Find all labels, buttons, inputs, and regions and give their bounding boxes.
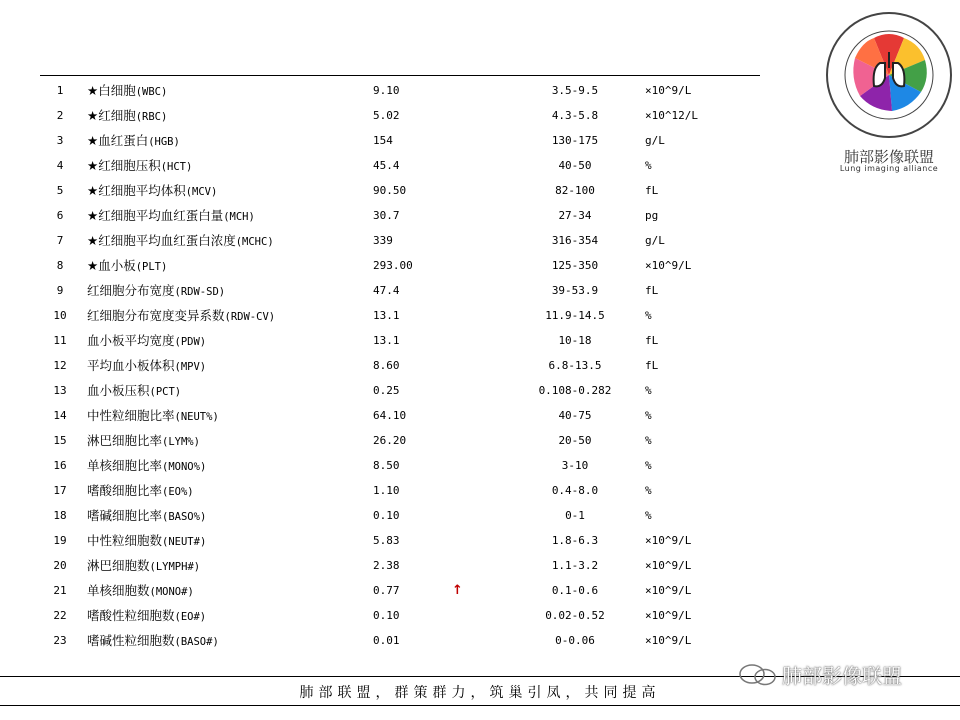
test-abbreviation: (MCV) xyxy=(185,186,218,198)
row-index: 15 xyxy=(53,434,67,447)
test-abbreviation: (RDW-SD) xyxy=(174,286,226,298)
result-value: 0.10 xyxy=(373,609,400,622)
result-value: 47.4 xyxy=(373,284,400,297)
unit: % xyxy=(645,384,652,397)
test-name-text: 血小板平均宽度 xyxy=(87,333,175,348)
test-name-text: 单核细胞比率 xyxy=(87,458,163,473)
reference-range: 3.5-9.5 xyxy=(551,84,599,97)
result-value: 2.38 xyxy=(373,559,400,572)
logo-name-cn: 肺部影像联盟 xyxy=(843,148,934,166)
unit: ×10^9/L xyxy=(645,259,692,272)
unit: ×10^12/L xyxy=(645,109,698,122)
row-index: 14 xyxy=(53,409,67,422)
test-abbreviation: (WBC) xyxy=(135,86,168,98)
reference-range: 39-53.9 xyxy=(551,284,599,297)
table-row xyxy=(40,153,760,178)
test-name xyxy=(87,203,255,230)
test-name-text: 嗜酸细胞比率 xyxy=(87,483,163,498)
unit: % xyxy=(645,509,652,522)
test-abbreviation: (PLT) xyxy=(135,261,168,273)
logo-name-en: Lung imaging alliance xyxy=(839,164,939,173)
row-index: 1 xyxy=(56,84,64,97)
reference-range: 11.9-14.5 xyxy=(545,309,605,322)
row-index: 22 xyxy=(53,609,67,622)
test-name-text: 血小板压积 xyxy=(87,383,150,398)
test-name xyxy=(87,378,181,405)
reference-range: 1.8-6.3 xyxy=(551,534,599,547)
row-index: 21 xyxy=(53,584,67,597)
unit: fL xyxy=(645,359,659,372)
unit: % xyxy=(645,409,652,422)
test-abbreviation: (NEUT%) xyxy=(174,411,219,423)
test-name xyxy=(87,128,180,155)
table-row xyxy=(40,328,760,353)
table-row xyxy=(40,628,760,653)
unit: ×10^9/L xyxy=(645,634,692,647)
test-abbreviation: (MCHC) xyxy=(235,236,274,248)
table-row xyxy=(40,503,760,528)
test-name-text: ★血红蛋白 xyxy=(87,133,149,148)
test-abbreviation: (HGB) xyxy=(148,136,180,148)
row-index: 4 xyxy=(56,159,64,172)
table-row xyxy=(40,528,760,553)
result-value: 8.50 xyxy=(373,459,400,472)
test-abbreviation: (MPV) xyxy=(174,361,207,373)
unit: ×10^9/L xyxy=(645,609,692,622)
test-abbreviation: (MONO#) xyxy=(149,586,194,598)
table-row xyxy=(40,203,760,228)
reference-range: 0-0.06 xyxy=(555,634,595,647)
reference-range: 0.1-0.6 xyxy=(551,584,599,597)
test-abbreviation: (EO%) xyxy=(162,486,194,498)
result-value: 0.01 xyxy=(373,634,400,647)
table-row xyxy=(40,228,760,253)
test-name xyxy=(87,603,206,630)
test-name-text: 中性粒细胞比率 xyxy=(87,408,175,423)
table-row xyxy=(40,453,760,478)
table-row xyxy=(40,578,760,603)
table-row xyxy=(40,603,760,628)
unit: ×10^9/L xyxy=(645,584,692,597)
reference-range: 0.4-8.0 xyxy=(551,484,599,497)
row-index: 10 xyxy=(53,309,67,322)
unit: pg xyxy=(645,209,659,222)
reference-range: 130-175 xyxy=(551,134,599,147)
row-index: 2 xyxy=(56,109,64,122)
test-abbreviation: (MCH) xyxy=(223,211,255,223)
unit: ×10^9/L xyxy=(645,84,692,97)
table-row xyxy=(40,403,760,428)
test-abbreviation: (EO#) xyxy=(174,611,207,623)
result-value: 0.77 xyxy=(373,584,400,597)
test-name xyxy=(87,528,206,555)
test-name-text: 红细胞分布宽度变异系数 xyxy=(87,308,225,323)
reference-range: 40-50 xyxy=(558,159,592,172)
table-row xyxy=(40,103,760,128)
reference-range: 27-34 xyxy=(558,209,592,222)
unit: % xyxy=(645,434,652,447)
test-name xyxy=(87,103,167,130)
test-name-text: 淋巴细胞数 xyxy=(87,558,150,573)
table-row xyxy=(40,478,760,503)
table-row xyxy=(40,253,760,278)
reference-range: 40-75 xyxy=(558,409,592,422)
unit: g/L xyxy=(645,134,665,147)
test-name-text: ★红细胞平均血红蛋白浓度 xyxy=(87,233,236,248)
table-row xyxy=(40,378,760,403)
test-name-text: ★红细胞 xyxy=(87,108,136,123)
result-value: 45.4 xyxy=(373,159,400,172)
row-index: 7 xyxy=(56,234,64,247)
test-name-text: 红细胞分布宽度 xyxy=(87,283,175,298)
test-name xyxy=(87,253,167,280)
chat-bubble-icon xyxy=(738,663,778,687)
row-index: 16 xyxy=(53,459,67,472)
test-abbreviation: (RBC) xyxy=(135,111,168,123)
unit: % xyxy=(645,159,652,172)
table-row xyxy=(40,278,760,303)
unit: % xyxy=(645,309,652,322)
test-name-text: ★红细胞压积 xyxy=(87,158,161,173)
test-name-text: ★白细胞 xyxy=(87,83,136,98)
result-value: 1.10 xyxy=(373,484,400,497)
result-value: 30.7 xyxy=(373,209,400,222)
test-abbreviation: (NEUT#) xyxy=(162,536,207,548)
test-name xyxy=(87,278,225,305)
test-name-text: ★血小板 xyxy=(87,258,136,273)
test-abbreviation: (PDW) xyxy=(174,336,207,348)
test-abbreviation: (BASO#) xyxy=(174,636,219,648)
result-value: 0.10 xyxy=(373,509,400,522)
test-name-text: 嗜碱性粒细胞数 xyxy=(87,633,175,648)
test-abbreviation: (MONO%) xyxy=(162,461,207,473)
test-name-text: 单核细胞数 xyxy=(87,583,150,598)
table-row xyxy=(40,128,760,153)
row-index: 19 xyxy=(53,534,67,547)
result-value: 0.25 xyxy=(373,384,400,397)
result-value: 154 xyxy=(373,134,393,147)
unit: ×10^9/L xyxy=(645,534,692,547)
footer-bottom-rule xyxy=(0,705,960,706)
reference-range: 3-10 xyxy=(561,459,589,472)
test-name xyxy=(87,403,219,430)
test-name xyxy=(87,303,275,330)
result-value: 90.50 xyxy=(373,184,407,197)
reference-range: 0-1 xyxy=(565,509,585,522)
test-name xyxy=(87,503,206,530)
test-name xyxy=(87,628,219,655)
test-name-text: ★红细胞平均体积 xyxy=(87,183,186,198)
test-name-text: 嗜碱细胞比率 xyxy=(87,508,163,523)
table-row xyxy=(40,553,760,578)
reference-range: 4.3-5.8 xyxy=(551,109,599,122)
reference-range: 20-50 xyxy=(558,434,592,447)
reference-range: 125-350 xyxy=(551,259,599,272)
footer-slogan: 肺部联盟，群策群力，筑巢引凤，共同提高 xyxy=(299,685,661,701)
test-abbreviation: (LYM%) xyxy=(162,436,200,448)
reference-range: 0.108-0.282 xyxy=(538,384,612,397)
row-index: 12 xyxy=(53,359,67,372)
test-abbreviation: (LYMPH#) xyxy=(149,561,201,573)
reference-range: 316-354 xyxy=(551,234,599,247)
test-abbreviation: (PCT) xyxy=(149,386,182,398)
row-index: 18 xyxy=(53,509,67,522)
table-row xyxy=(40,78,760,103)
test-name-text: 嗜酸性粒细胞数 xyxy=(87,608,175,623)
test-abbreviation: (HCT) xyxy=(160,161,193,173)
row-index: 5 xyxy=(56,184,64,197)
test-name xyxy=(87,78,167,105)
row-index: 13 xyxy=(53,384,67,397)
unit: fL xyxy=(645,184,659,197)
result-value: 13.1 xyxy=(373,309,400,322)
test-name xyxy=(87,153,192,180)
watermark-text: 肺部影像联盟 xyxy=(782,664,902,688)
test-name-text: 中性粒细胞数 xyxy=(87,533,163,548)
unit: fL xyxy=(645,284,659,297)
test-name xyxy=(87,353,206,380)
table-row xyxy=(40,428,760,453)
row-index: 8 xyxy=(56,259,64,272)
reference-range: 0.02-0.52 xyxy=(545,609,605,622)
row-index: 6 xyxy=(56,209,64,222)
row-index: 11 xyxy=(53,334,67,347)
test-name xyxy=(87,453,206,480)
test-name xyxy=(87,578,194,605)
unit: g/L xyxy=(645,234,665,247)
unit: fL xyxy=(645,334,659,347)
test-name xyxy=(87,428,200,455)
reference-range: 1.1-3.2 xyxy=(551,559,599,572)
unit: % xyxy=(645,459,652,472)
unit: % xyxy=(645,484,652,497)
test-abbreviation: (RDW-CV) xyxy=(224,311,276,323)
table-top-rule xyxy=(40,75,760,76)
results-table xyxy=(40,78,760,653)
test-name xyxy=(87,328,206,355)
result-value: 5.83 xyxy=(373,534,400,547)
result-value: 26.20 xyxy=(373,434,407,447)
result-value: 13.1 xyxy=(373,334,400,347)
test-name-text: 平均血小板体积 xyxy=(87,358,175,373)
row-index: 17 xyxy=(53,484,67,497)
test-name xyxy=(87,553,200,580)
test-abbreviation: (BASO%) xyxy=(162,511,207,523)
test-name-text: 淋巴细胞比率 xyxy=(87,433,163,448)
row-index: 20 xyxy=(53,559,67,572)
row-index: 23 xyxy=(53,634,67,647)
test-name xyxy=(87,178,217,205)
row-index: 3 xyxy=(56,134,64,147)
result-value: 293.00 xyxy=(373,259,413,272)
logo-petals xyxy=(853,34,926,111)
table-row xyxy=(40,353,760,378)
test-name xyxy=(87,228,274,255)
result-value: 9.10 xyxy=(373,84,400,97)
reference-range: 82-100 xyxy=(555,184,595,197)
table-row xyxy=(40,303,760,328)
result-value: 339 xyxy=(373,234,393,247)
result-value: 64.10 xyxy=(373,409,407,422)
table-row xyxy=(40,178,760,203)
test-name-text: ★红细胞平均血红蛋白量 xyxy=(87,208,224,223)
reference-range: 10-18 xyxy=(558,334,592,347)
abnormal-flag: ↑ xyxy=(452,583,463,598)
row-index: 9 xyxy=(56,284,64,297)
unit: ×10^9/L xyxy=(645,559,692,572)
test-name xyxy=(87,478,194,505)
result-value: 5.02 xyxy=(373,109,400,122)
result-value: 8.60 xyxy=(373,359,400,372)
reference-range: 6.8-13.5 xyxy=(548,359,602,372)
